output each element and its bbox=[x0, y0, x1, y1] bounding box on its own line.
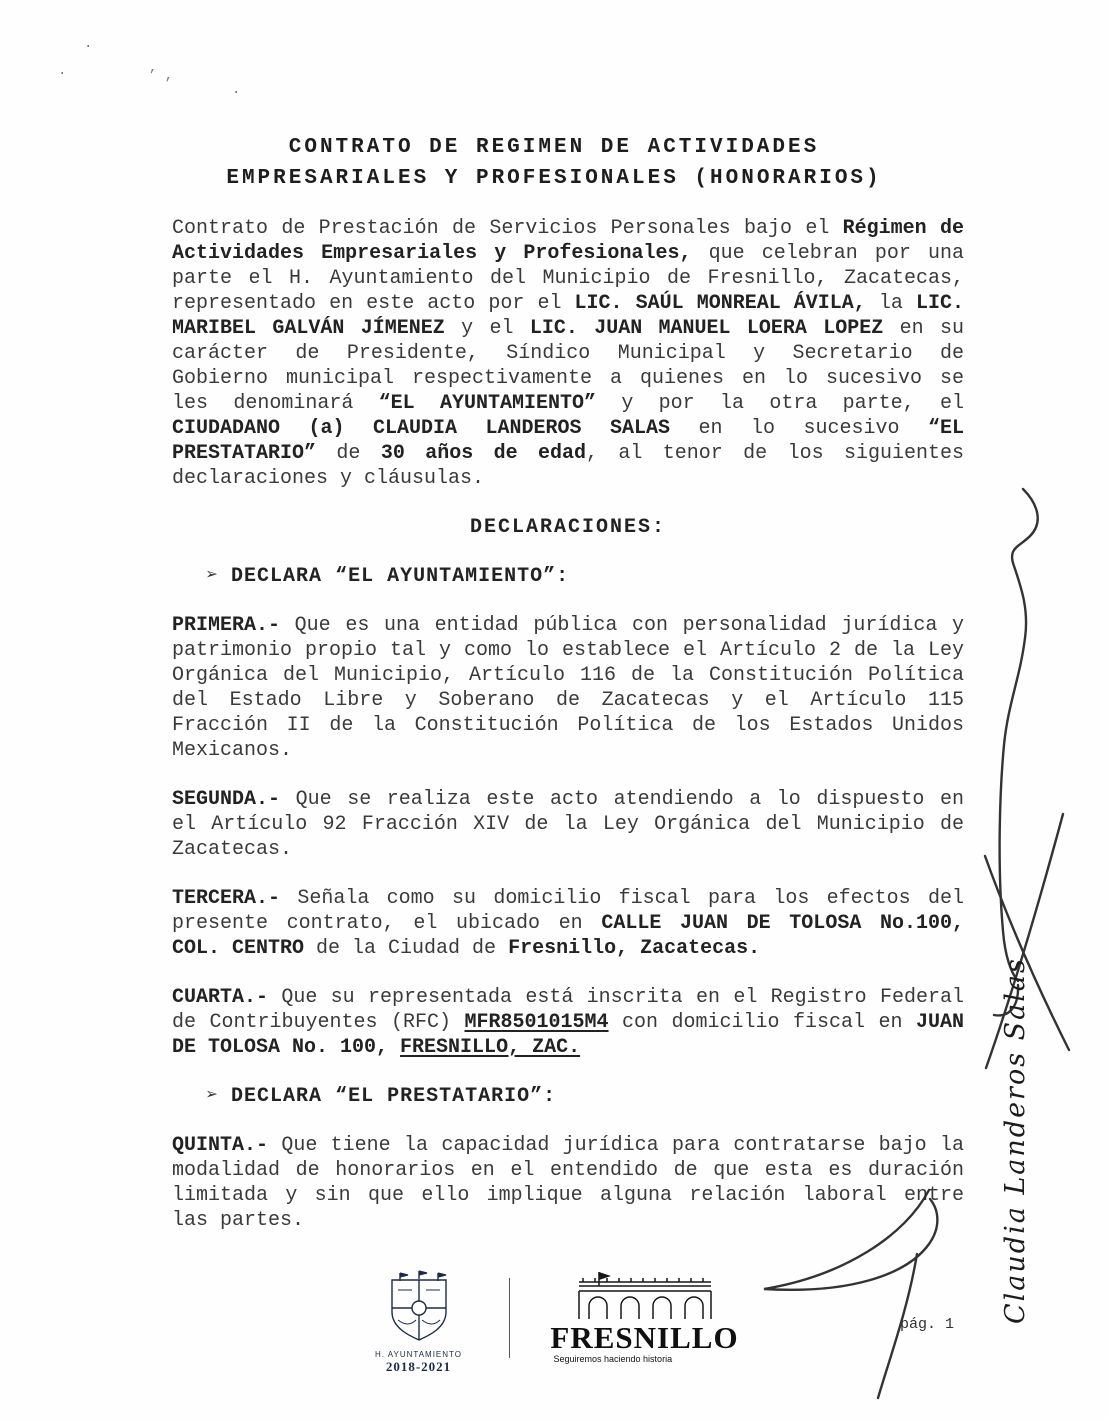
clause-segunda: SEGUNDA.- Que se realiza este acto atendiendo a lo dispuesto en el Artículo 92 Fracción XIV de la Ley Orgánica del Municipio de Zacatecas. bbox=[172, 788, 964, 861]
document-title-line1: CONTRATO DE REGIMEN DE ACTIVIDADES bbox=[288, 136, 820, 159]
document-title bbox=[0, 132, 1108, 194]
clause-tercera: TERCERA.- Señala como su domicilio fiscal para los efectos del presente contrato, el ubicado en CALLE JUAN DE TOLOSA No.100, COL. CENTRO de la Ciudad de Fresnillo, Zacatecas. bbox=[172, 887, 964, 960]
declara-ayuntamiento-heading bbox=[206, 564, 964, 589]
declara-prestatario-heading bbox=[206, 1084, 964, 1109]
clause-cuarta: CUARTA.- Que su representada está inscrita en el Registro Federal de Contribuyentes (RFC) MFR8501015M4 con domicilio fiscal en JUAN DE TOLOSA No. 100, FRESNILLO, ZAC. bbox=[172, 986, 964, 1059]
fresnillo-wordmark: FRESNILLO bbox=[550, 1320, 739, 1355]
declara-ayuntamiento-label: DECLARA “EL AYUNTAMIENTO”: bbox=[231, 565, 570, 588]
footer-divider bbox=[509, 1278, 510, 1358]
clause-quinta: QUINTA.- Que tiene la capacidad jurídica para contratarse bajo la modalidad de honorarios en el entendido de que esta es duración limitada y sin que ello implique alguna relación laboral entre las partes. bbox=[172, 1134, 964, 1232]
document-title-line2: EMPRESARIALES Y PROFESIONALES (HONORARIOS) bbox=[226, 167, 882, 190]
scan-artifact: ’ , bbox=[148, 68, 174, 84]
scan-artifact: . bbox=[84, 36, 93, 52]
scan-artifact: . bbox=[232, 82, 241, 98]
page-number: pág. 1 bbox=[900, 1316, 955, 1333]
handwritten-signature-name: Claudia Landeros Salas bbox=[1000, 957, 1031, 1324]
clause-primera: PRIMERA.- Que es una entidad pública con personalidad jurídica y patrimonio propio tal y como lo establece el Artículo 2 de la Ley Orgánica del Municipio, Artículo 116 de la Constitución Política del Estado Libre y Soberano de Zacatecas y el Artículo 115 Fracción II de la Constitución Política de los Estados Unidos Mexicanos. bbox=[172, 614, 964, 762]
document-body bbox=[172, 216, 964, 1257]
arrow-bullet-icon: ➢ bbox=[206, 1085, 220, 1108]
fresnillo-logo bbox=[540, 1268, 750, 1364]
fresnillo-tagline: Seguiremos haciendo historia bbox=[553, 1354, 673, 1364]
crest-shield-icon bbox=[380, 1268, 458, 1348]
fresnillo-aqueduct-icon bbox=[565, 1268, 725, 1322]
intro-paragraph: Contrato de Prestación de Servicios Personales bajo el Régimen de Actividades Empresariales y Profesionales, que celebran por una parte el H. Ayuntamiento del Municipio de Fresnillo, Zacatecas, representado en este acto por el LIC. SAÚL MONREAL ÁVILA, la LIC. MARIBEL GALVÁN JÍMENEZ y el LIC. JUAN MANUEL LOERA LOPEZ en su carácter de Presidente, Síndico Municipal y Secretario de Gobierno municipal respectivamente a quienes en lo sucesivo se les denominará “EL AYUNTAMIENTO” y por la otra parte, el CIUDADANO (a) CLAUDIA LANDEROS SALAS en lo sucesivo “EL PRESTATARIO” de 30 años de edad, al tenor de los siguientes declaraciones y cláusulas. bbox=[172, 217, 965, 490]
declara-prestatario-label: DECLARA “EL PRESTATARIO”: bbox=[231, 1085, 557, 1108]
crest-years: 2018-2021 bbox=[385, 1359, 452, 1374]
arrow-bullet-icon: ➢ bbox=[206, 565, 220, 588]
municipal-crest-logo bbox=[359, 1268, 479, 1375]
scan-artifact: · bbox=[58, 66, 67, 82]
declaraciones-heading: DECLARACIONES: bbox=[469, 516, 667, 539]
crest-caption: H. AYUNTAMIENTO bbox=[374, 1350, 462, 1359]
